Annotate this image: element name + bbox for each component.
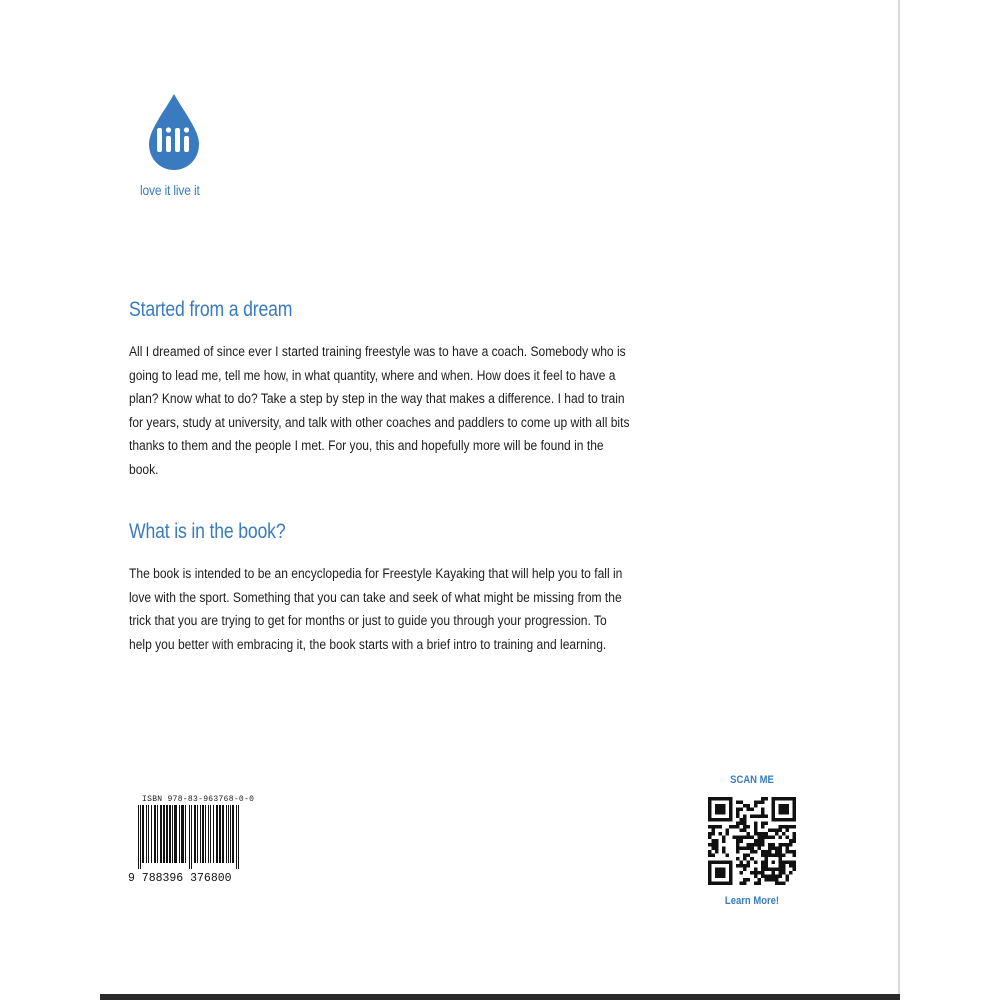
scan-me-label: SCAN ME xyxy=(730,774,774,786)
cover-edge-bottom xyxy=(100,994,900,1000)
cover-edge-right xyxy=(898,0,900,996)
barcode-digits: 9 788396 376800 xyxy=(128,872,232,883)
learn-more-label: Learn More! xyxy=(724,895,780,907)
section-body-dream: All I dreamed of since ever I started training freestyle was to have a coach. Somebody who is going to lead me, tell me how, in what quantity, where and when. How does it feel to have a plan? Know what to do? Take a step by step in the way that makes a difference. I had to train for years, study at university, and talk with other coaches and paddlers to come up with all bits thanks to them and the people I met. For you, this and hopefully more will be found in the book. xyxy=(129,344,630,478)
section-body-contents: The book is intended to be an encyclopedia for Freestyle Kayaking that will help you to fall in love with the sport. Something that you can take and seek of what might be missing from the trick that you are trying to get for months or just to guide you through your progression. To help you better with embracing it, the book starts with a brief intro to training and learning. xyxy=(129,566,623,653)
brand-tagline: love it live it xyxy=(140,182,200,198)
qr-code xyxy=(708,797,796,885)
section-heading-contents: What is in the book? xyxy=(129,520,286,543)
section-heading-dream: Started from a dream xyxy=(129,298,293,321)
isbn-label: ISBN 978-83-963768-0-0 xyxy=(142,795,255,804)
barcode-bars xyxy=(128,805,250,883)
water-drop-logo-icon xyxy=(146,92,202,172)
isbn-barcode xyxy=(128,795,255,885)
